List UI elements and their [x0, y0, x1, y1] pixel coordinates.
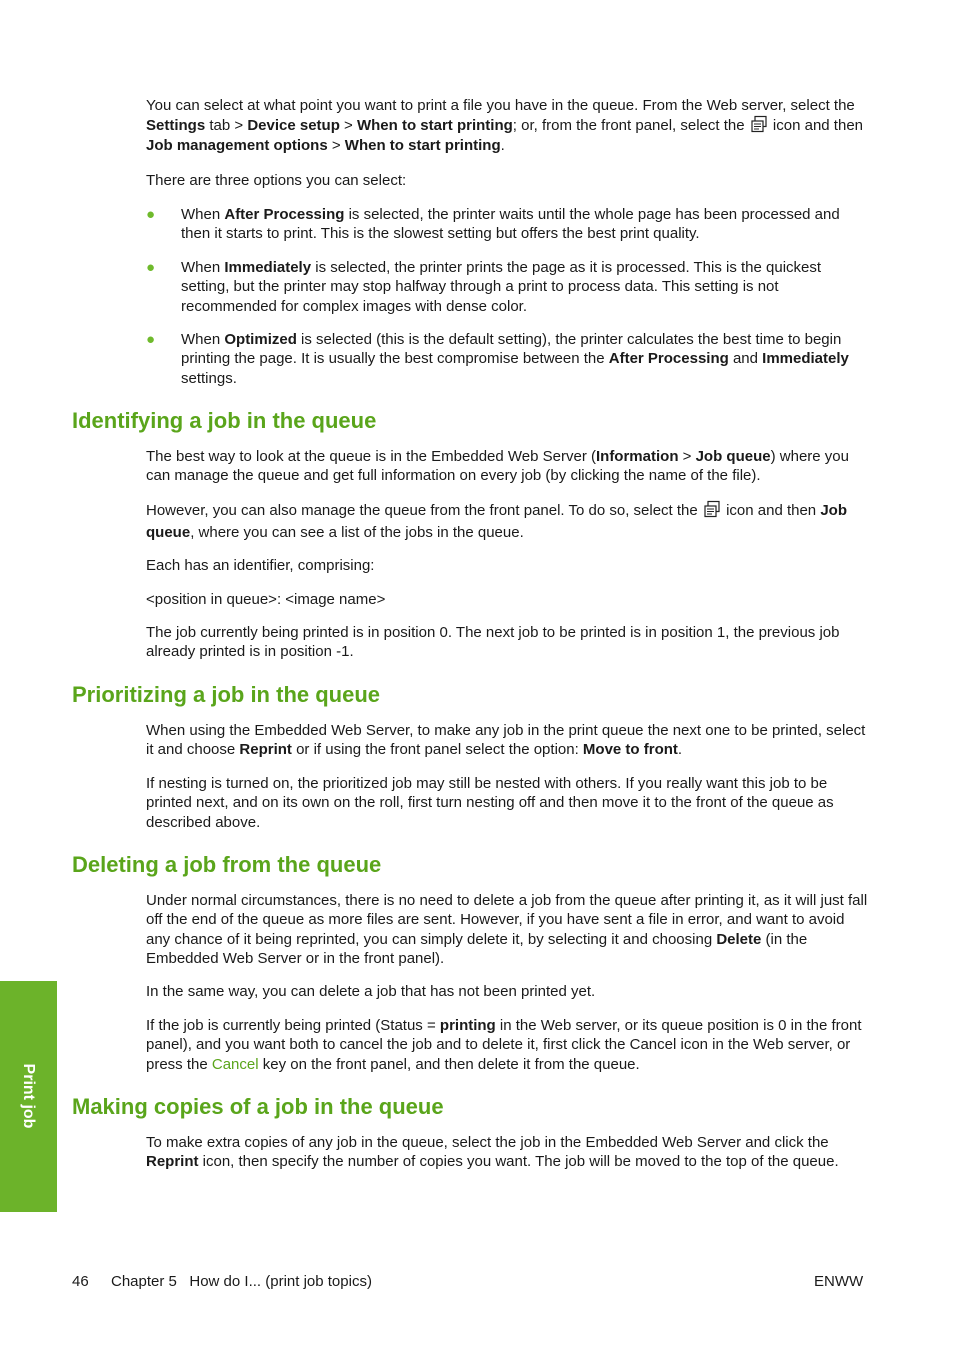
- heading-deleting: Deleting a job from the queue: [72, 852, 382, 877]
- footer-page-number: 46: [72, 1273, 89, 1290]
- heading-prioritizing: Prioritizing a job in the queue: [72, 682, 381, 707]
- job-management-icon: [703, 500, 721, 518]
- identifying-paragraph-5: The job currently being printed is in position 0. The next job to be printed is in position 1, the previous job already printed is in position -1.: [146, 624, 840, 661]
- text: When using the Embedded Web Server, to make any job in the print queue the next one to be printed, select it and choose: [146, 722, 866, 759]
- side-tab-label: Print job: [20, 1063, 37, 1129]
- text: and: [728, 350, 763, 368]
- copies-paragraph-1: [146, 1133, 868, 1172]
- footer-chapter: Chapter 5 How do I... (print job topics): [111, 1273, 372, 1290]
- prioritizing-paragraph-2: If nesting is turned on, the prioritized job may still be nested with others. If you really want this job to be printed next, and on its own on the roll, first turn nesting off and then move it to the front of the queue as described above.: [146, 775, 834, 831]
- bold-text: Delete: [716, 930, 762, 948]
- bold-text: Job management options: [146, 136, 328, 154]
- text: ) where you can manage the queue and get full information on every job (by clicking the name of the file).: [146, 448, 849, 485]
- bullet-dot-icon: ●: [146, 206, 156, 223]
- text: However, you can also manage the queue from the front panel. To do so, select the: [146, 502, 702, 519]
- bold-text: printing: [439, 1017, 496, 1034]
- text: settings.: [181, 369, 237, 387]
- bullet-text: [181, 258, 868, 316]
- text: >: [327, 136, 345, 154]
- text: is selected, the printer prints the page as it is processed. This is the quickest setting, but the printer may stop halfway through a print to process data. This setting is not recommended for complex images with dense color.: [181, 259, 822, 315]
- job-management-icon: [750, 115, 768, 133]
- side-tab-print-job: [0, 981, 57, 1212]
- bullet-text: [181, 330, 868, 388]
- bold-text: Settings: [146, 117, 206, 135]
- bold-text: Device setup: [247, 117, 340, 135]
- bullet-dot-icon: ●: [146, 259, 156, 276]
- bold-text: Job queue: [146, 502, 847, 541]
- text: The best way to look at the queue is in the Embedded Web Server (: [146, 448, 596, 465]
- bold-text: Move to front: [582, 741, 678, 759]
- heading-copies: Making copies of a job in the queue: [72, 1094, 444, 1119]
- bold-text: When to start printing: [344, 136, 501, 154]
- text: is selected (this is the default setting), the printer calculates the best time to begin printing the page. It is usually the best compromise between the: [181, 331, 842, 368]
- bold-text: Immediately: [224, 259, 312, 276]
- bold-text: After Processing: [224, 206, 345, 223]
- bold-text: Optimized: [224, 331, 297, 348]
- bold-text: Immediately: [762, 350, 849, 368]
- identifying-paragraph-4: <position in queue>: <image name>: [146, 591, 386, 608]
- deleting-paragraph-3: [146, 1016, 868, 1074]
- text: .: [500, 136, 505, 154]
- intro-paragraph: [146, 96, 868, 155]
- text: .: [677, 741, 683, 759]
- text: icon and then: [768, 117, 864, 135]
- text: ; or, from the front panel, select the: [512, 117, 749, 135]
- text: tab >: [205, 117, 248, 135]
- text: When: [181, 331, 225, 348]
- text: or if using the front panel select the option:: [291, 741, 583, 759]
- bold-text: After Processing: [608, 350, 729, 368]
- text: When: [181, 259, 225, 276]
- text: icon and then: [721, 502, 821, 519]
- deleting-paragraph-1: [146, 891, 868, 969]
- heading-identifying: Identifying a job in the queue: [72, 408, 377, 433]
- identifying-paragraph-3: Each has an identifier, comprising:: [146, 557, 375, 574]
- bold-text: Reprint: [239, 741, 292, 759]
- bold-text: Reprint: [146, 1153, 199, 1171]
- text: >: [678, 448, 696, 465]
- bold-text: Job queue: [695, 448, 771, 465]
- options-intro: There are three options you can select:: [146, 172, 407, 189]
- identifying-paragraph-2: [146, 500, 868, 544]
- text: You can select at what point you want to print a file you have in the queue. From the Web server, select the: [146, 97, 855, 114]
- deleting-paragraph-2: In the same way, you can delete a job that has not been printed yet.: [146, 983, 596, 1000]
- text: icon, then specify the number of copies you want. The job will be moved to the top of the queue.: [198, 1153, 839, 1171]
- text: in the Web server, or its queue position is 0 in the front panel), and you want both to cancel the job and to delete it, first click the Cancel icon in the Web server, or press the: [146, 1017, 862, 1073]
- text: (in the Embedded Web Server or in the front panel).: [146, 930, 808, 968]
- footer-enww: ENWW: [814, 1273, 864, 1290]
- bullet-dot-icon: ●: [146, 331, 156, 348]
- prioritizing-paragraph-1: [146, 721, 868, 760]
- bold-text: Information: [595, 448, 679, 465]
- text: key on the front panel, and then delete it from the queue.: [258, 1055, 640, 1073]
- cancel-link[interactable]: Cancel: [211, 1055, 259, 1073]
- identifying-paragraph-1: [146, 447, 868, 486]
- text: If the job is currently being printed (Status =: [146, 1017, 440, 1034]
- text: When: [181, 206, 225, 223]
- text: , where you can see a list of the jobs in the queue.: [190, 524, 524, 541]
- text: >: [339, 117, 357, 135]
- bold-text: When to start printing: [356, 117, 513, 135]
- text: To make extra copies of any job in the queue, select the job in the Embedded Web Server and click the: [146, 1134, 829, 1151]
- bullet-text: [181, 205, 868, 244]
- text: is selected, the printer waits until the whole page has been processed and then it starts to print. This is the slowest setting but offers the best print quality.: [181, 206, 840, 243]
- text: Under normal circumstances, there is no need to delete a job from the queue after printing it, as it will just fall off the end of the queue as more files are sent. However, if you have sent a file in error, and want to avoid any chance of it being reprinted, you can simply delete it, by selecting it and choosing: [146, 892, 868, 948]
